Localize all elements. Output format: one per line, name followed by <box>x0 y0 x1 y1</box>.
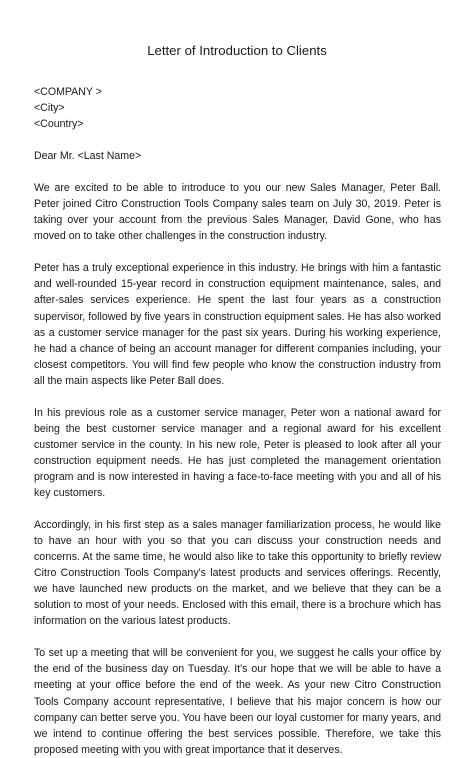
paragraph-meeting: To set up a meeting that will be convenient for you, we suggest he calls your office by the end of the business day on Tuesday. It's our hope that we will be able to have a meeting at your office before the end of the week. As your new Citro Construction Tools Company account representative, I believe that his major concern is how our company can better serve you. You have been our loyal customer for many years, and we intend to continue offering the best services possible. Therefore, we take this proposed meeting with you with great importance that it deserves. <box>34 647 441 756</box>
letter-body <box>34 84 441 758</box>
salutation: Dear Mr. <Last Name> <box>34 150 142 163</box>
recipient-address <box>34 84 441 132</box>
address-country: <Country> <box>34 118 84 131</box>
address-city: <City> <box>34 102 65 115</box>
paragraph-experience: Peter has a truly exceptional experience in this industry. He brings with him a fantastic and well-rounded 15-year record in construction equipment maintenance, sales, and after-sales services experience. He spent the last four years as a construction supervisor, followed by five years in construction equipment sales. He has also worked as a customer service manager for the past six years. During his working experience, he had a chance of being an account manager for different companies including, your closest competitors. You will find few people who know the construction industry from all the main aspects like Peter Ball does. <box>34 262 441 387</box>
paragraph-familiarization: Accordingly, in his first step as a sales manager familiarization process, he would like to have an hour with you so that you can discuss your construction needs and concerns. At the same time, he would also like to take this opportunity to briefly review Citro Construction Tools Company's latest products and services offerings. Recently, we have launched new products on the market, and we believe that they can be a solution to most of your needs. Enclosed with this email, there is a brochure which has information on the various latest products. <box>34 519 441 628</box>
paragraph-introduction: We are excited to be able to introduce to you our new Sales Manager, Peter Ball. Peter joined Citro Construction Tools Company sales team on July 30, 2019. Peter is taking over your account from the previous Sales Manager, David Gone, who has moved on to take other challenges in the construction industry. <box>34 182 441 243</box>
letter-title: Letter of Introduction to Clients <box>147 43 327 58</box>
paragraph-previous-role: In his previous role as a customer service manager, Peter won a national award for being the best customer service manager and a regional award for his excellent customer service in the county. In his new role, Peter is pleased to look after all your construction equipment needs. He has just completed the management orientation program and is now interested in having a face-to-face meeting with you and all of his key customers. <box>34 406 441 499</box>
address-company: <COMPANY > <box>34 86 102 98</box>
